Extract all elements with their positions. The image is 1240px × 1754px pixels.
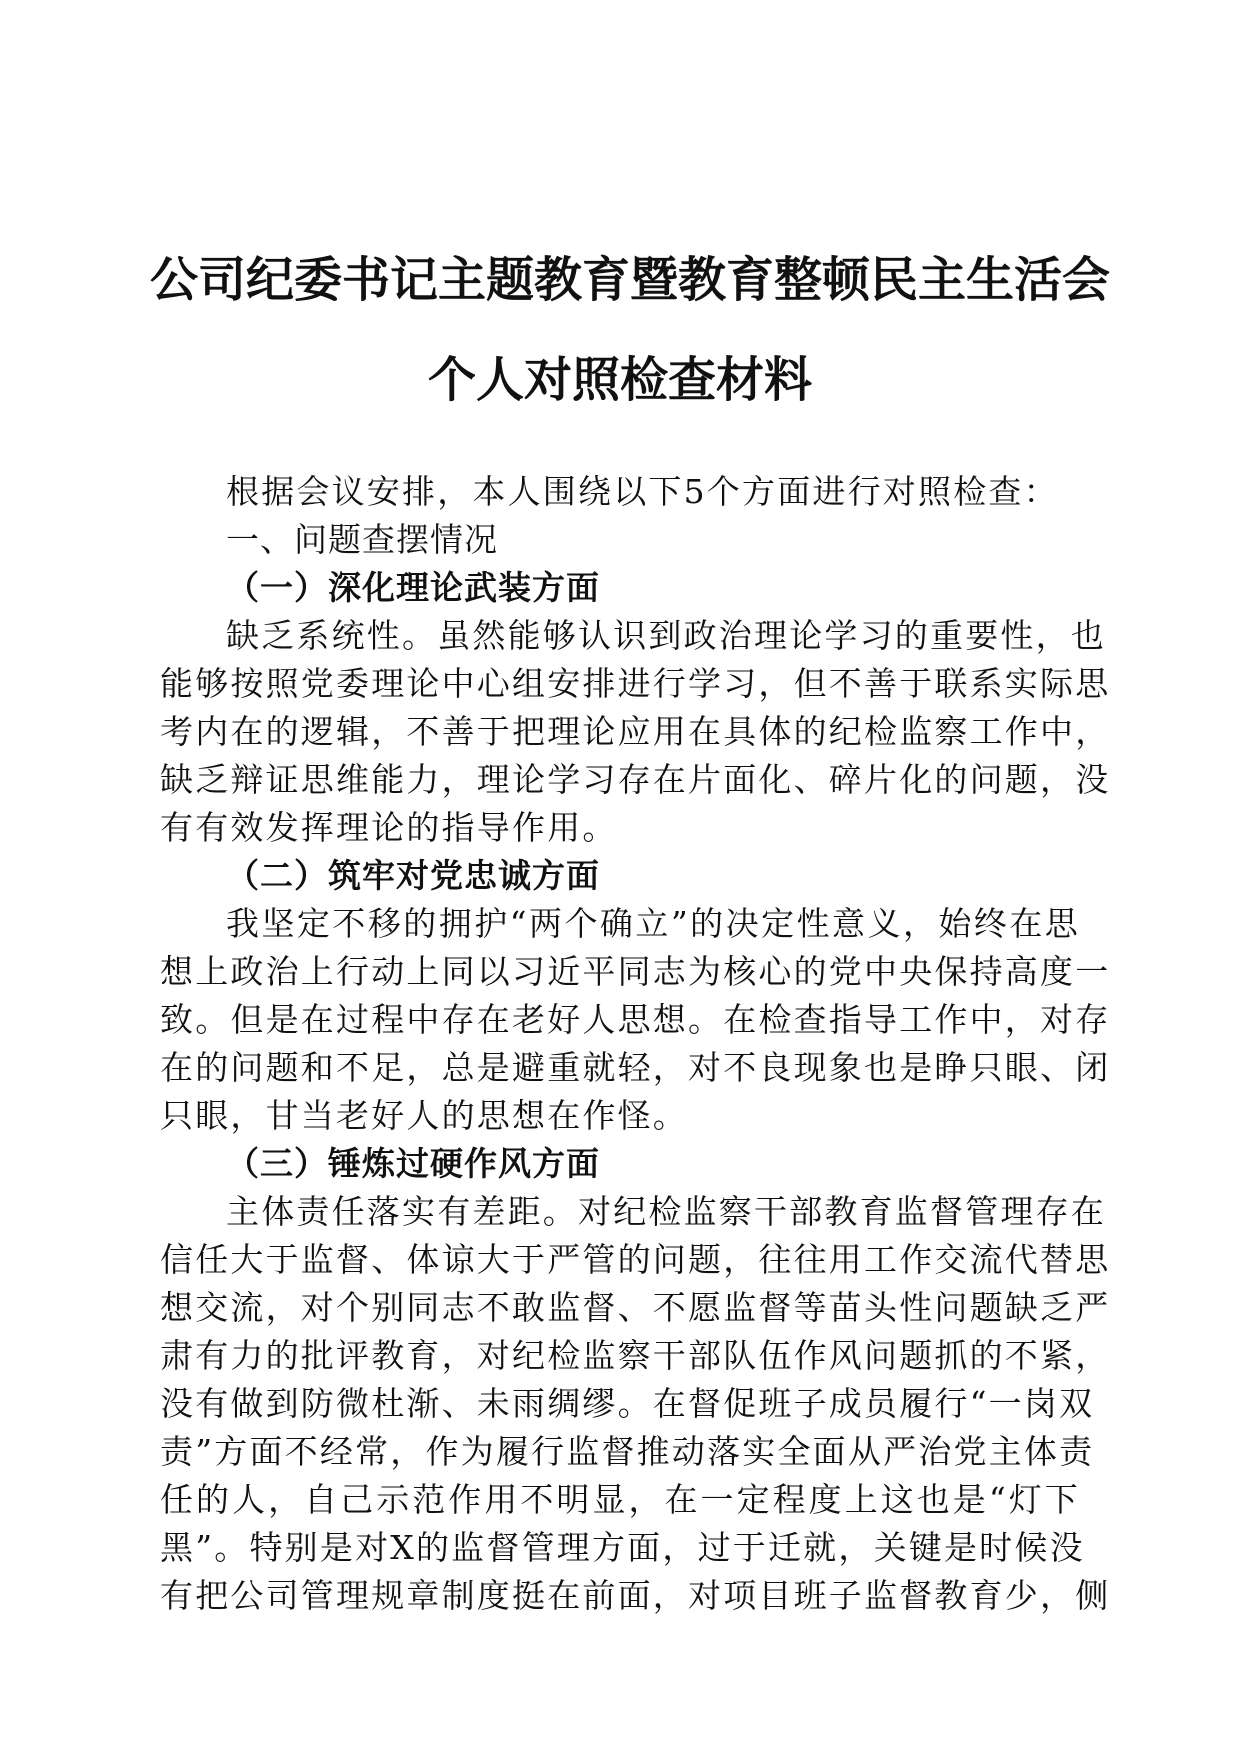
paragraph-line: 有把公司管理规章制度挺在前面，对项目班子监督教育少，侧: [160, 1576, 1111, 1615]
paragraph-line: 致。但是在过程中存在老好人思想。在检查指导工作中，对存: [160, 1000, 1111, 1039]
paragraph-line: 我坚定不移的拥护“两个确立”的决定性意义，始终在思: [226, 904, 1080, 943]
paragraph-line: 缺乏系统性。虽然能够认识到政治理论学习的重要性，也: [226, 616, 1106, 655]
section-heading-1: 一、问题查摆情况: [226, 520, 498, 559]
paragraph-line: 黑”。特别是对X的监督管理方面，过于迁就，关键是时候没: [160, 1528, 1085, 1567]
intro-paragraph: 根据会议安排，本人围绕以下5个方面进行对照检查：: [226, 472, 1059, 511]
subsection-heading-3: （三）锤炼过硬作风方面: [226, 1144, 600, 1183]
paragraph-line: 任的人，自己示范作用不明显，在一定程度上这也是“灯下: [160, 1480, 1080, 1519]
document-title-line-1: 公司纪委书记主题教育暨教育整顿民主生活会: [150, 252, 1111, 308]
document-title-line-2: 个人对照检查材料: [427, 352, 812, 408]
paragraph-line: 主体责任落实有差距。对纪检监察干部教育监督管理存在: [226, 1192, 1106, 1231]
paragraph-line: 信任大于监督、体谅大于严管的问题，往往用工作交流代替思: [160, 1240, 1111, 1279]
subsection-heading-1: （一）深化理论武装方面: [226, 568, 600, 607]
paragraph-line: 缺乏辩证思维能力，理论学习存在片面化、碎片化的问题，没: [160, 760, 1111, 799]
document-body: [160, 468, 1111, 1620]
paragraph-line: 能够按照党委理论中心组安排进行学习，但不善于联系实际思: [160, 664, 1111, 703]
subsection-heading-2: （二）筑牢对党忠诚方面: [226, 856, 600, 895]
paragraph-line: 没有做到防微杜渐、未雨绸缪。在督促班子成员履行“一岗双: [160, 1384, 1095, 1423]
paragraph-line: 考内在的逻辑，不善于把理论应用在具体的纪检监察工作中，: [160, 712, 1111, 751]
paragraph-line: 只眼，甘当老好人的思想在作怪。: [160, 1096, 688, 1135]
paragraph-line: 想上政治上行动上同以习近平同志为核心的党中央保持高度一: [160, 952, 1111, 991]
paragraph-line: 肃有力的批评教育，对纪检监察干部队伍作风问题抓的不紧，: [160, 1336, 1111, 1375]
paragraph-line: 有有效发挥理论的指导作用。: [160, 808, 618, 847]
paragraph-line: 在的问题和不足，总是避重就轻，对不良现象也是睁只眼、闭: [160, 1048, 1111, 1087]
paragraph-line: 责”方面不经常，作为履行监督推动落实全面从严治党主体责: [160, 1432, 1095, 1471]
paragraph-line: 想交流，对个别同志不敢监督、不愿监督等苗头性问题缺乏严: [160, 1288, 1111, 1327]
